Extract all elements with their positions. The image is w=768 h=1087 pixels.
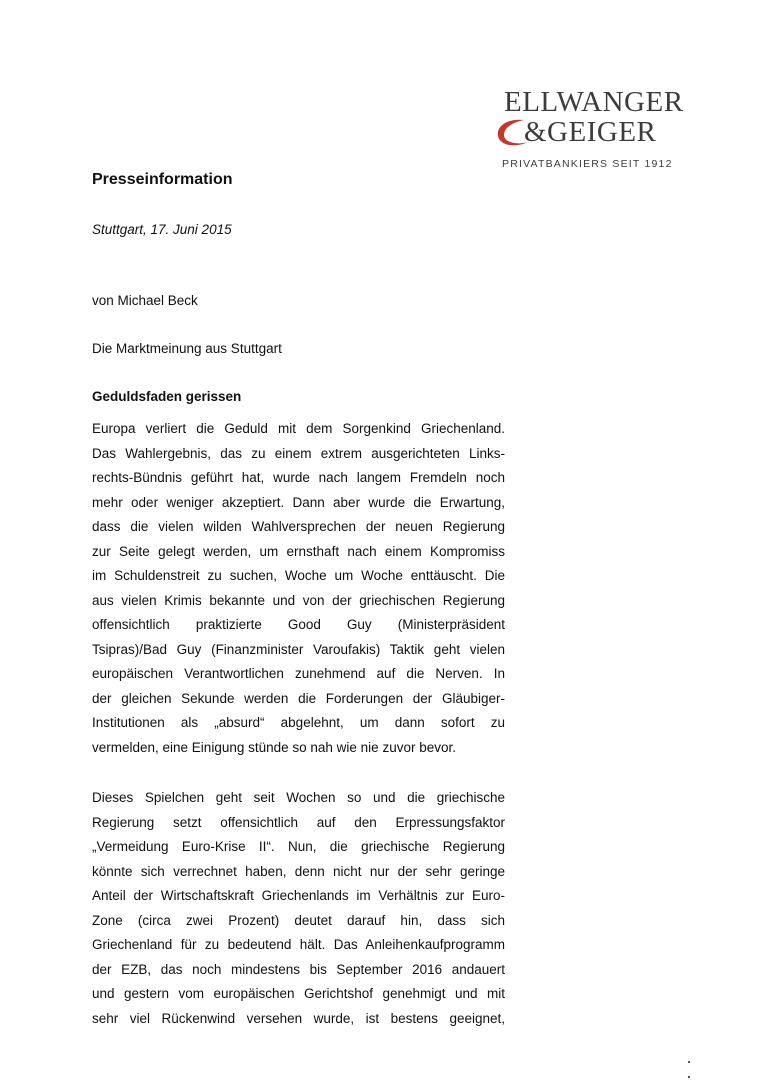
text-line: Anteil der Wirtschaftskraft Griechenlands im Verhältnis zur Euro- [92, 888, 505, 903]
text-line: europäischen Verantwortlichen zunehmend auf die Nerven. In [92, 666, 505, 681]
text-line: Dieses Spielchen geht seit Wochen so und die griechische [92, 790, 505, 805]
text-line: Institutionen als „absurd“ abgelehnt, um dann sofort zu [92, 715, 505, 730]
text-line: Das Wahlergebnis, das zu einem extrem ausgerichteten Links- [92, 445, 505, 461]
text-line: vermelden, eine Einigung stünde so nah wie nie zuvor bevor. [92, 739, 456, 755]
text-line: Griechenland für zu bedeutend hält. Das Anleihenkaufprogramm [92, 937, 505, 952]
text-line: Europa verliert die Geduld mit dem Sorgenkind Griechenland. [92, 421, 505, 436]
logo-name-line1: ELLWANGER [504, 86, 684, 118]
paragraph-2 [92, 786, 505, 1031]
logo-name-line2: &GEIGER [524, 116, 657, 148]
company-logo [494, 86, 684, 176]
document-heading: Presseinformation [92, 171, 233, 188]
dateline: Stuttgart, 17. Juni 2015 [92, 222, 232, 237]
text-line: Zone (circa zwei Prozent) deutet darauf hin, dass sich [92, 912, 505, 928]
paragraph-1 [92, 417, 505, 760]
text-line: der EZB, das noch mindestens bis September 2016 andauert [92, 961, 505, 977]
text-line: der gleichen Sekunde werden die Forderungen der Gläubiger- [92, 690, 505, 706]
text-line: zur Seite gelegt werden, um ernsthaft nach einem Kompromiss [92, 543, 505, 559]
article-subheading: Geduldsfaden gerissen [92, 389, 242, 404]
text-line: aus vielen Krimis bekannte und von der griechischen Regierung [92, 592, 505, 608]
text-line: sehr viel Rückenwind versehen wurde, ist bestens geeignet, [92, 1010, 505, 1026]
margin-dot [688, 1061, 690, 1063]
text-line: im Schuldenstreit zu suchen, Woche um Woche enttäuscht. Die [92, 568, 505, 583]
text-line: rechts-Bündnis geführt hat, wurde nach langem Fremdeln noch [92, 470, 505, 485]
text-line: „Vermeidung Euro-Krise II“. Nun, die griechische Regierung [92, 839, 505, 854]
text-line: Tsipras)/Bad Guy (Finanzminister Varoufakis) Taktik geht vielen [92, 641, 505, 657]
text-line: mehr oder weniger akzeptiert. Dann aber wurde die Erwartung, [92, 494, 505, 510]
text-line: und gestern vom europäischen Gerichtshof genehmigt und mit [92, 986, 505, 1001]
author-line: von Michael Beck [92, 293, 198, 308]
text-line: offensichtlich praktizierte Good Guy (Ministerpräsident [92, 617, 505, 632]
text-line: Regierung setzt offensichtlich auf den Erpressungsfaktor [92, 814, 505, 830]
margin-dot [688, 1076, 690, 1078]
column-title: Die Marktmeinung aus Stuttgart [92, 341, 282, 356]
text-line: könnte sich verrechnet haben, denn nicht nur der sehr geringe [92, 863, 505, 879]
logo-tagline: PRIVATBANKIERS SEIT 1912 [502, 158, 673, 170]
text-line: dass die vielen wilden Wahlversprechen der neuen Regierung [92, 519, 505, 534]
